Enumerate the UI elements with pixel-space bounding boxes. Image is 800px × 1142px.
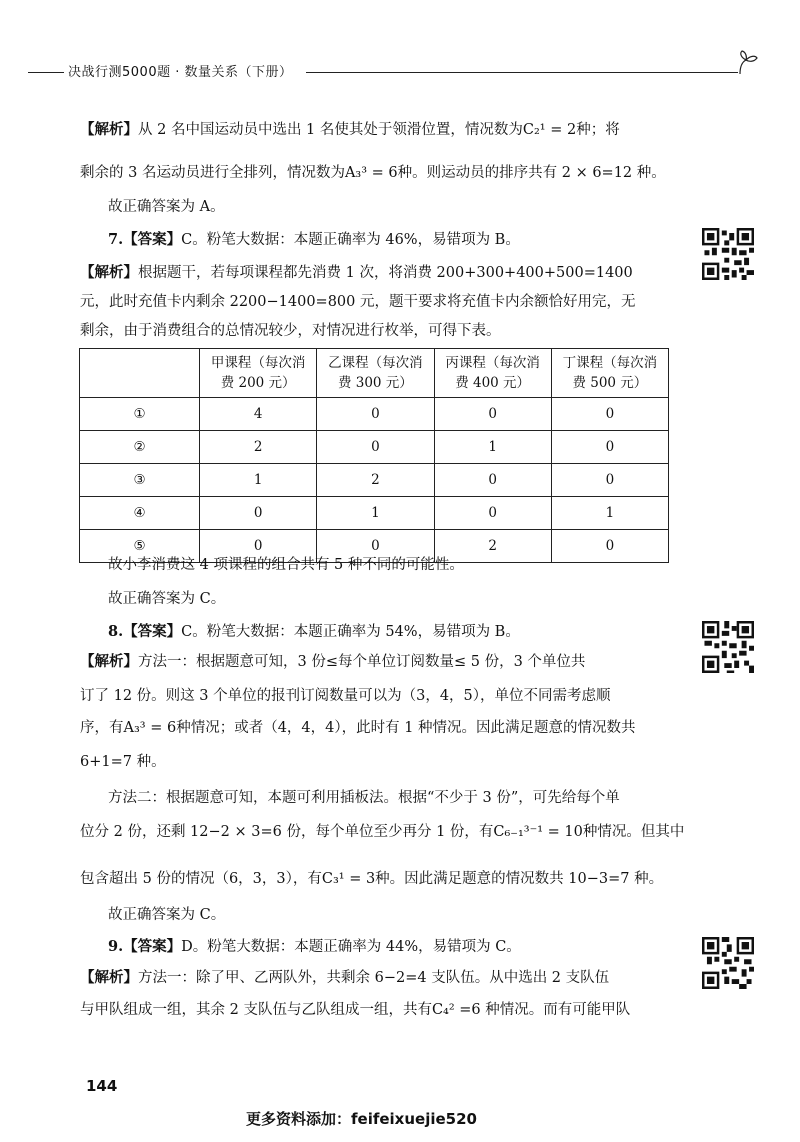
table-row <box>80 464 669 497</box>
table-cell: 2 <box>434 530 551 563</box>
enumeration-table <box>79 348 669 563</box>
table-cell: 0 <box>434 464 551 497</box>
table-cell: ③ <box>80 464 200 497</box>
table-cell: ④ <box>80 497 200 530</box>
table-cell: 2 <box>317 464 434 497</box>
text-line: 订了 12 份。则这 3 个单位的报刊订阅数量可以为（3，4，5），单位不同需考虑顺 <box>80 688 611 704</box>
table-header-cell: 丁课程（每次消 费 500 元） <box>551 349 668 398</box>
text-line: 故正确答案为 C。 <box>108 907 226 923</box>
qr-code-icon[interactable] <box>702 937 754 989</box>
text-line: 故正确答案为 C。 <box>108 591 226 607</box>
text-line: 6+1=7 种。 <box>80 754 166 770</box>
answer-tag: 9.【答案】 <box>108 938 182 955</box>
text-line <box>80 120 620 140</box>
table-cell: 0 <box>434 398 551 431</box>
text-line: 剩余，由于消费组合的总情况较少，对情况进行枚举，可得下表。 <box>80 323 501 339</box>
table-cell: 0 <box>317 431 434 464</box>
line-text: 方法一：根据题意可知，3 份≤每个单位订阅数量≤ 5 份，3 个单位共 <box>138 654 586 670</box>
table-row <box>80 431 669 464</box>
table-header-row <box>80 349 669 398</box>
page-number: 144 <box>86 1077 118 1095</box>
text-line <box>80 968 609 988</box>
table-cell: 0 <box>317 530 434 563</box>
text-line <box>108 937 521 957</box>
text-line <box>80 652 585 672</box>
text-line: 方法二：根据题意可知，本题可利用插板法。根据“不少于 3 份”，可先给每个单 <box>108 790 620 806</box>
table-cell: 1 <box>551 497 668 530</box>
table-row <box>80 398 669 431</box>
table-cell: 0 <box>200 530 317 563</box>
running-header: 决战行测5000题 · 数量关系（下册） <box>68 65 293 80</box>
line-text: C。粉笔大数据：本题正确率为 54%，易错项为 B。 <box>181 624 520 640</box>
table-cell: 0 <box>317 398 434 431</box>
table-row <box>80 497 669 530</box>
text-line: 元，此时充值卡内剩余 2200−1400=800 元，题干要求将充值卡内余额恰好用完，无 <box>80 294 636 310</box>
section-tag: 【解析】 <box>80 653 138 670</box>
table-cell: 0 <box>551 464 668 497</box>
header-rule-left <box>28 72 64 73</box>
text-line: 序，有A₃³ = 6种情况；或者（4，4，4），此时有 1 种情况。因此满足题意的情况数共 <box>80 720 636 736</box>
answer-tag: 8.【答案】 <box>108 623 182 640</box>
text-line <box>80 263 633 283</box>
text-line: 包含超出 5 份的情况（6，3，3），有C₃¹ = 3种。因此满足题意的情况数共 10−3=7 种。 <box>80 871 664 887</box>
table-cell: ① <box>80 398 200 431</box>
table-header-cell: 丙课程（每次消 费 400 元） <box>434 349 551 398</box>
table-cell: ② <box>80 431 200 464</box>
table-cell: ⑤ <box>80 530 200 563</box>
text-line: 故正确答案为 A。 <box>108 199 225 215</box>
text-line: 故小李消费这 4 项课程的组合共有 5 种不同的可能性。 <box>108 557 464 573</box>
table-header-cell: 乙课程（每次消 费 300 元） <box>317 349 434 398</box>
text-line: 剩余的 3 名运动员进行全排列，情况数为A₃³ = 6种。则运动员的排序共有 2 × 6=12 种。 <box>80 165 666 181</box>
answer-tag: 7.【答案】 <box>108 231 182 248</box>
table-cell: 2 <box>200 431 317 464</box>
section-tag: 【解析】 <box>80 969 138 986</box>
table-cell: 0 <box>200 497 317 530</box>
table-cell: 0 <box>551 431 668 464</box>
line-text: D。粉笔大数据：本题正确率为 44%，易错项为 C。 <box>181 939 521 955</box>
table-cell: 0 <box>551 530 668 563</box>
section-tag: 【解析】 <box>80 121 138 138</box>
text-line: 与甲队组成一组，其余 2 支队伍与乙队组成一组，共有C₄² =6 种情况。而有可能甲队 <box>80 1002 631 1018</box>
line-text: 根据题干，若每项课程都先消费 1 次，将消费 200+300+400+500=1400 <box>138 265 633 281</box>
text-line: 位分 2 份，还剩 12−2 × 3=6 份，每个单位至少再分 1 份，有C₆₋₁³⁻¹ = 10种情况。但其中 <box>80 824 685 840</box>
line-text: 方法一：除了甲、乙两队外，共剩余 6−2=4 支队伍。从中选出 2 支队伍 <box>138 970 610 986</box>
table-cell: 1 <box>317 497 434 530</box>
header-rule-right <box>306 72 738 73</box>
qr-code-icon[interactable] <box>702 228 754 280</box>
table-cell: 1 <box>434 431 551 464</box>
footer-contact: 更多资料添加：feifeixuejie520 <box>246 1110 477 1128</box>
table-cell: 1 <box>200 464 317 497</box>
text-line <box>108 230 520 250</box>
sprout-icon <box>736 48 760 76</box>
table-cell: 4 <box>200 398 317 431</box>
qr-code-icon[interactable] <box>702 621 754 673</box>
line-text: C。粉笔大数据：本题正确率为 46%，易错项为 B。 <box>181 232 520 248</box>
section-tag: 【解析】 <box>80 264 138 281</box>
table-cell: 0 <box>551 398 668 431</box>
text-line <box>108 622 520 642</box>
table-header-cell <box>80 349 200 398</box>
table-header-cell: 甲课程（每次消 费 200 元） <box>200 349 317 398</box>
line-text: 从 2 名中国运动员中选出 1 名使其处于领滑位置，情况数为C₂¹ = 2种；将 <box>138 122 620 138</box>
table-cell: 0 <box>434 497 551 530</box>
